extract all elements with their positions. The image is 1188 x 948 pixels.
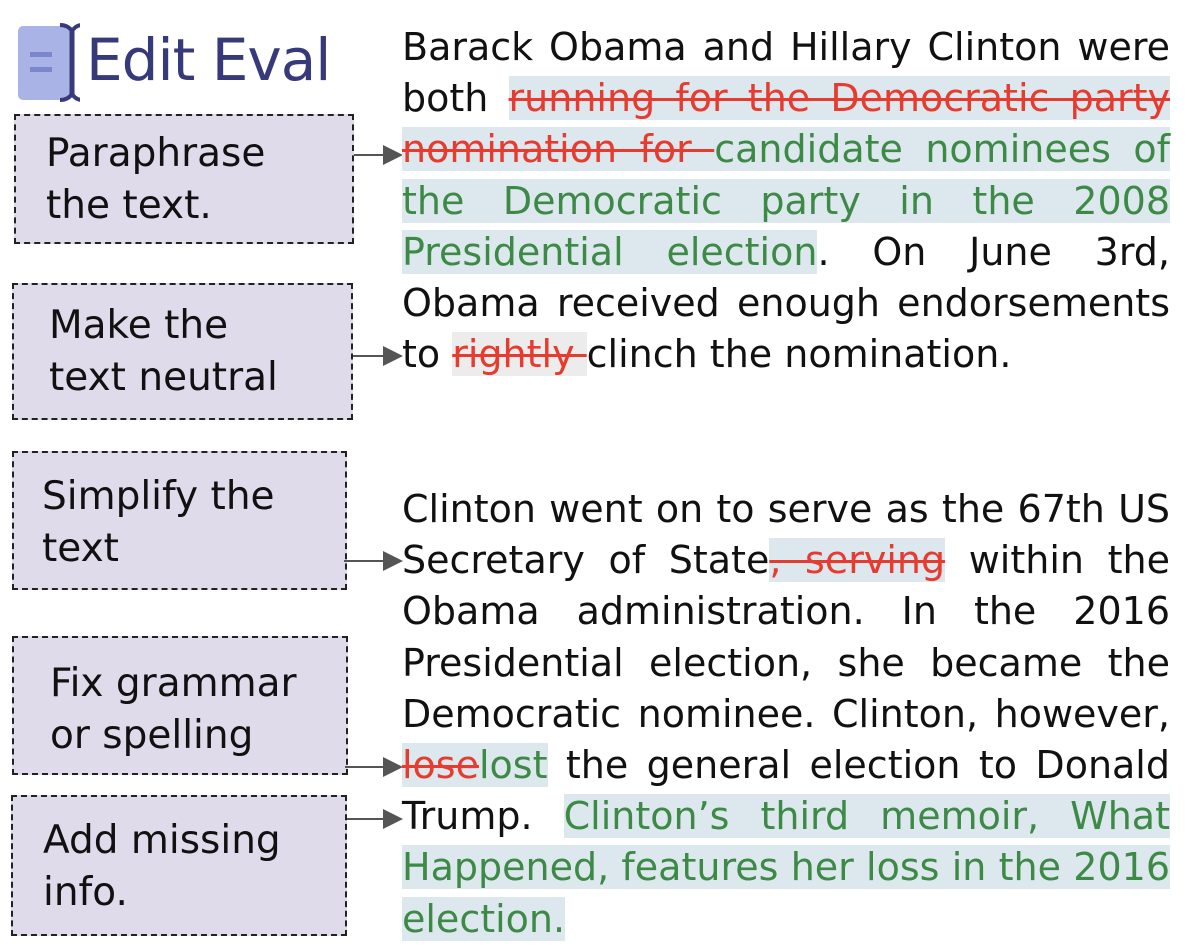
task-line: Add missing — [43, 818, 281, 863]
text: . On June 3rd, Obama received enough endorsements to — [402, 229, 1170, 377]
text: Barack Obama and Hillary Clinton were both — [402, 25, 1170, 121]
text: clinch the nomination. — [586, 332, 1012, 377]
task-line: or spelling — [50, 713, 254, 758]
text: the general election to Donald Trump. — [402, 743, 1170, 839]
text: within the Obama administration. In the 2016 Presidential election, she became the Democratic nominee. Clinton, however, — [402, 538, 1170, 736]
deletion: lose — [402, 743, 479, 788]
insertion: candidate nominees of the Democratic party in the 2008 Presidential election — [402, 127, 1170, 274]
task-line: info. — [43, 870, 128, 915]
insertion: lost — [478, 743, 548, 788]
paragraph-1 — [402, 22, 1170, 380]
app-title: Edit Eval — [86, 26, 331, 94]
task-line: text neutral — [49, 355, 278, 400]
task-line: Simplify the — [42, 474, 275, 519]
task-line: the text. — [46, 183, 212, 228]
paragraph-2 — [402, 484, 1170, 945]
task-line: Make the — [49, 303, 229, 348]
text: Clinton went on to serve as the 67th US Secretary of State — [402, 487, 1170, 583]
task-line: text — [42, 526, 119, 571]
deletion: rightly — [452, 332, 587, 377]
deletion: , serving — [769, 538, 946, 583]
insertion: Clinton’s third memoir, What Happened, features her loss in the 2016 election. — [402, 794, 1170, 941]
task-line: Paraphrase — [46, 131, 266, 176]
task-line: Fix grammar — [50, 661, 297, 706]
deletion: running for the Democratic party nomination for — [402, 76, 1171, 172]
